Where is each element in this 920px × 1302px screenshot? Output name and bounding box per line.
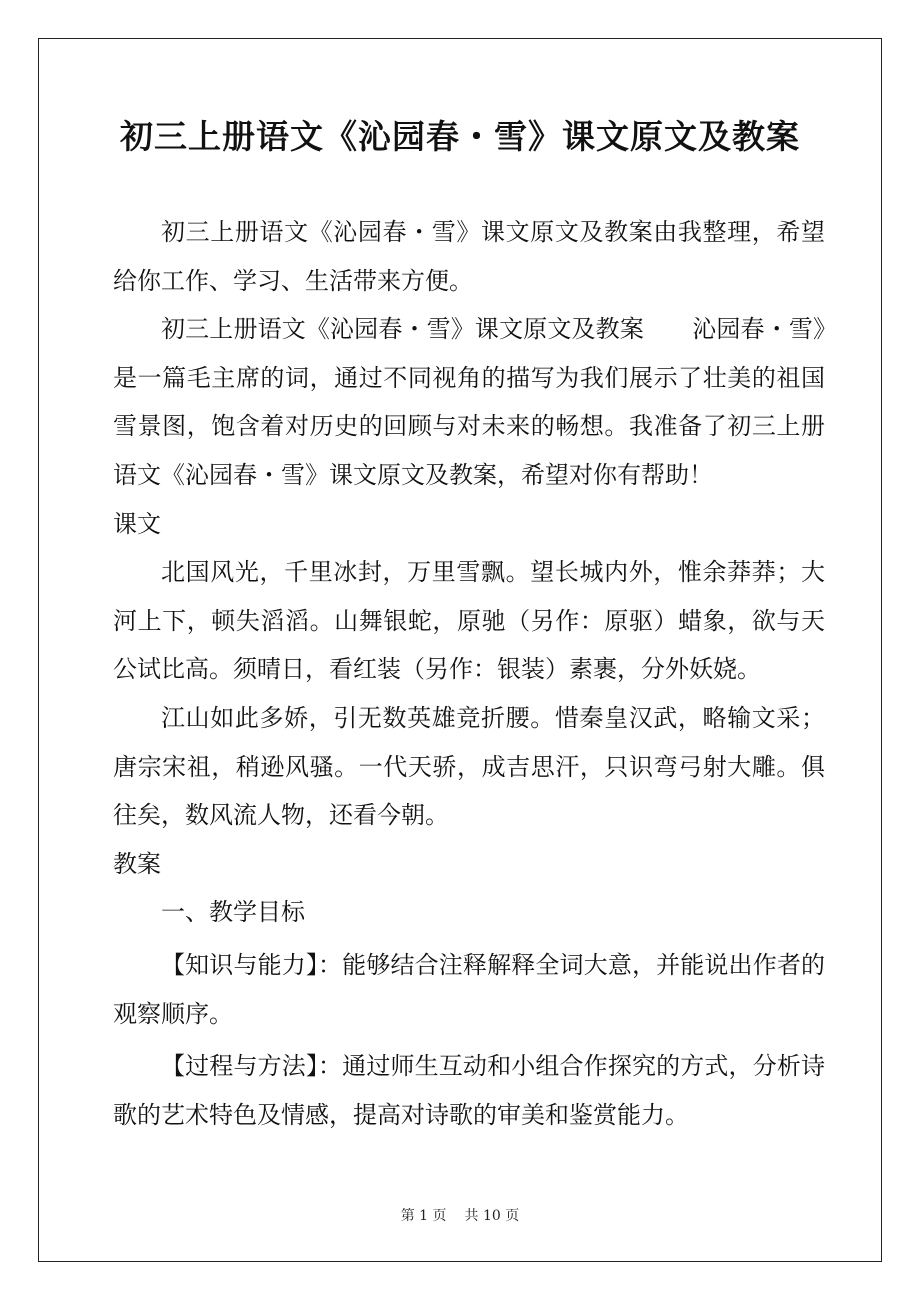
page-total: 共 10 页 [464, 1208, 520, 1224]
document-title: 初三上册语文《沁园春・雪》课文原文及教案 [120, 117, 800, 156]
poem-stanza-2: 江山如此多娇，引无数英雄竞折腰。惜秦皇汉武，略输文采；唐宗宋祖，稍逊风骚。一代天骄，成吉思汗，只识弯弓射大雕。俱往矣，数风流人物，还看今朝。 [113, 703, 825, 830]
intro-paragraph: 初三上册语文《沁园春・雪》课文原文及教案由我整理，希望给你工作、学习、生活带来方便。 [113, 218, 825, 295]
goal-process-method: 【过程与方法】：通过师生互动和小组合作探究的方式，分析诗歌的艺术特色及情感，提高对诗歌的审美和鉴赏能力。 [113, 1052, 825, 1129]
document-body [113, 208, 825, 1139]
summary-paragraph: 初三上册语文《沁园春・雪》课文原文及教案 沁园春・雪》是一篇毛主席的词，通过不同视角的描写为我们展示了壮美的祖国雪景图，饱含着对历史的回顾与对未来的畅想。我准备了初三上册语文《沁园春・雪》课文原文及教案，希望对你有帮助！ [113, 315, 825, 489]
page-number: 第 1 页 [400, 1208, 447, 1224]
section-heading-text: 课文 [113, 509, 161, 538]
goal-knowledge-ability: 【知识与能力】：能够结合注释解释全词大意，并能说出作者的观察顺序。 [113, 950, 825, 1028]
page-footer [38, 1206, 882, 1226]
section-heading-lesson-plan: 教案 [113, 849, 161, 878]
teaching-goals-heading: 一、教学目标 [161, 898, 305, 927]
poem-stanza-1: 北国风光，千里冰封，万里雪飘。望长城内外，惟余莽莽；大河上下，顿失滔滔。山舞银蛇，原驰（另作：原驱）蜡象，欲与天公试比高。须晴日，看红装（另作：银装）素裹，分外妖娆。 [113, 558, 825, 684]
